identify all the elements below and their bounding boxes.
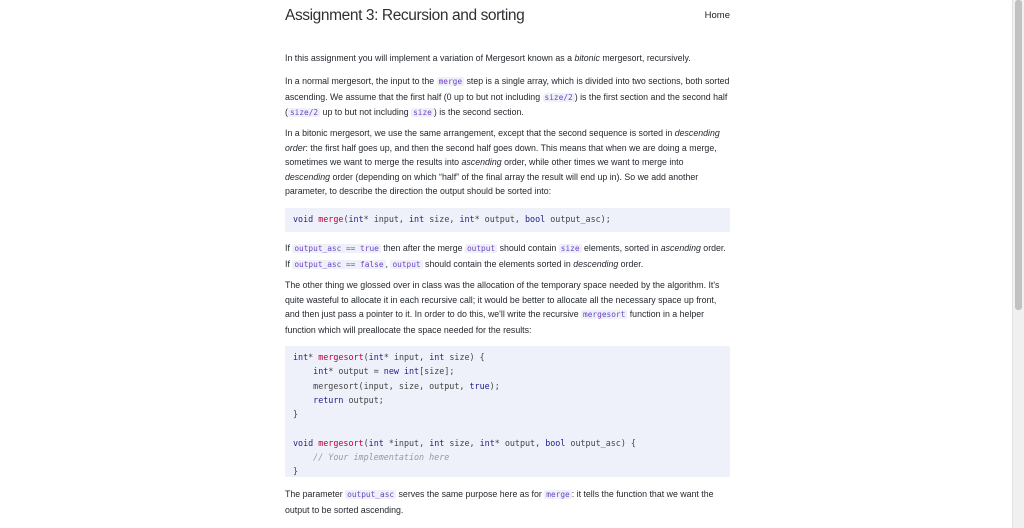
emphasis: ascending <box>461 157 502 168</box>
code-text: output_asc); <box>545 214 611 224</box>
allocation-paragraph <box>285 278 730 337</box>
text: elements, sorted in <box>581 243 661 253</box>
code-text: * input, <box>383 352 430 362</box>
text: : the first half goes up, and then the second half goes down. This means that when we are doing a merge, sometimes we want to merge the results into <box>285 142 717 168</box>
text: In a bitonic mergesort, we use the same arrangement, except that the second sequence is sorted in <box>285 128 675 138</box>
text: , <box>385 258 391 269</box>
text: step is a single array, which is divided into two sections, both sorted ascending. We assume that the first half (0 up to but not including <box>285 76 730 102</box>
code-keyword: int <box>313 366 329 377</box>
intro-paragraph <box>285 51 730 66</box>
code-keyword: return <box>313 394 344 405</box>
code-keyword: void <box>293 214 314 224</box>
code-text: mergesort(input, size, output, <box>293 380 470 391</box>
code-text: output_asc) { <box>565 437 636 448</box>
code-text: * <box>308 352 319 362</box>
code-function: mergesort <box>318 352 364 362</box>
text: ) is the first section and the second half ( <box>285 91 728 118</box>
code-text: } <box>293 409 299 420</box>
inline-code: output <box>466 244 496 253</box>
header <box>285 0 730 34</box>
code-keyword: new <box>383 366 399 377</box>
home-link[interactable]: Home <box>704 10 730 21</box>
code-text: size, <box>424 214 460 224</box>
text: The parameter <box>285 489 346 499</box>
inline-code: output_asc <box>347 490 395 499</box>
text: then after the merge <box>380 243 465 253</box>
code-keyword: int <box>479 437 495 448</box>
text: order, while other times we want to merge into <box>501 157 684 168</box>
inline-code: merge <box>438 77 463 86</box>
code-text: * output, <box>474 214 526 224</box>
inline-code: size/2 <box>544 92 573 102</box>
code-text: output; <box>343 394 384 405</box>
code-keyword: int <box>409 214 425 224</box>
code-text: size, <box>444 437 480 448</box>
text: In a normal mergesort, the input to the <box>285 76 437 86</box>
text: should contain <box>497 243 559 253</box>
code-text <box>293 452 313 462</box>
code-keyword: int <box>368 352 384 362</box>
vertical-scrollbar[interactable] <box>1012 0 1024 528</box>
code-text: * output, <box>494 437 546 448</box>
code-function: merge <box>318 214 344 224</box>
emphasis: descending order <box>285 128 720 153</box>
bitonic-paragraph <box>285 126 730 199</box>
text: mergesort, recursively. <box>599 53 691 63</box>
code-keyword: int <box>429 352 445 362</box>
code-text: [size]; <box>419 366 455 377</box>
text: The other thing we glossed over in class was the allocation of the temporary space needed by the algorithm. It's quite wasteful to allocate it in each recursive call; it would be better to allocate all the necessary space up front, and then just pass a pointer to it. In order to do this, we'll write the recursive <box>285 280 720 320</box>
inline-code: output_asc == false <box>294 259 384 269</box>
code-text: * input, <box>363 214 410 224</box>
code-keyword: int <box>459 214 475 224</box>
scrollbar-thumb[interactable] <box>1015 0 1022 310</box>
text: If <box>285 258 293 269</box>
emphasis: descending <box>285 171 330 182</box>
inline-code: size/2 <box>289 108 319 118</box>
code-comment: // Your implementation here <box>313 452 450 463</box>
text: : it tells the function that we want the output to be sorted ascending. <box>285 489 714 515</box>
code-text: ( <box>363 352 369 362</box>
text: serves the same purpose here as for <box>396 489 545 499</box>
code-keyword: bool <box>525 214 546 224</box>
emphasis: bitonic <box>574 53 600 63</box>
code-text: } <box>293 466 299 477</box>
code-text <box>293 366 313 376</box>
code-text: *input, <box>383 437 430 448</box>
normal-mergesort-paragraph <box>285 74 730 121</box>
inline-code: output <box>392 259 421 269</box>
code-keyword: int <box>403 366 420 377</box>
inline-code: mergesort <box>583 310 626 320</box>
text: If <box>285 243 293 253</box>
text: order. <box>700 243 726 253</box>
inline-code: size <box>413 108 432 118</box>
code-keyword: int <box>293 352 309 362</box>
text: should contain the elements sorted in <box>422 258 574 269</box>
code-keyword: int <box>429 437 445 448</box>
code-keyword: int <box>368 437 384 448</box>
mergesort-code-block <box>285 346 730 477</box>
code-text: size) { <box>444 352 485 362</box>
inline-code: merge <box>546 490 570 499</box>
output-asc-purpose-paragraph <box>285 487 730 517</box>
inline-code: size <box>560 244 580 253</box>
code-keyword: bool <box>545 437 566 448</box>
code-text: ( <box>363 437 369 448</box>
text: order. <box>618 258 644 269</box>
emphasis: ascending <box>660 243 701 253</box>
emphasis: descending <box>573 258 619 269</box>
text: function in a helper function which will preallocate the space needed for the results: <box>285 309 705 335</box>
merge-signature-code-block <box>285 208 730 232</box>
code-text: ); <box>489 380 500 391</box>
text: ) is the second section. <box>433 107 524 118</box>
text: In this assignment you will implement a variation of Mergesort known as a <box>285 53 575 63</box>
page-title: Assignment 3: Recursion and sorting <box>285 7 525 24</box>
code-keyword: true <box>469 380 490 391</box>
output-asc-paragraph <box>285 241 730 272</box>
code-text <box>293 395 313 405</box>
code-function: mergesort <box>318 437 364 448</box>
code-keyword: int <box>348 214 364 224</box>
inline-code: output_asc == true <box>294 244 379 253</box>
text: up to but not including <box>320 107 412 118</box>
text: order (depending on which “half” of the final array the result will end up in). So we add another parameter, to describe the direction the output should be sorted into: <box>285 171 699 197</box>
code-text: * output = <box>328 366 384 377</box>
code-keyword: void <box>293 437 314 448</box>
code-text: ( <box>343 214 349 224</box>
page-content <box>285 0 730 515</box>
